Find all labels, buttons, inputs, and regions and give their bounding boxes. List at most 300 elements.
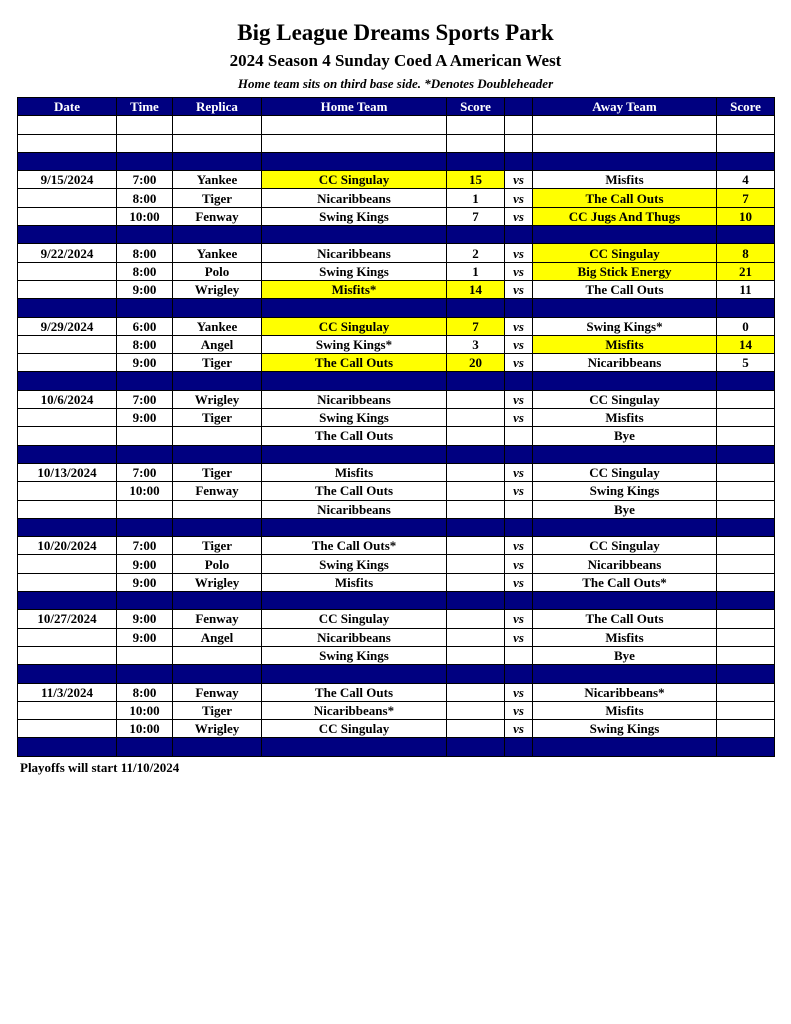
away-score-cell [717, 610, 775, 628]
away-team-cell: Nicaribbeans [533, 555, 717, 573]
home-team-cell: Swing Kings [262, 207, 447, 225]
away-team-cell: Swing Kings [533, 482, 717, 500]
week-separator-row [18, 738, 775, 756]
home-score-cell [447, 738, 505, 756]
away-score-cell [717, 409, 775, 427]
game-row [18, 463, 775, 481]
vs-cell [505, 427, 533, 445]
away-team-cell: Swing Kings [533, 720, 717, 738]
schedule-body [18, 116, 775, 756]
away-team-cell: The Call Outs [533, 189, 717, 207]
away-team-cell [533, 299, 717, 317]
vs-cell: vs [505, 409, 533, 427]
home-score-cell [447, 701, 505, 719]
home-score-cell [447, 445, 505, 463]
away-score-cell [717, 738, 775, 756]
vs-cell: vs [505, 573, 533, 591]
time-cell [117, 665, 173, 683]
time-cell: 7:00 [117, 171, 173, 189]
replica-cell: Fenway [173, 207, 262, 225]
away-score-cell [717, 390, 775, 408]
vs-cell: vs [505, 537, 533, 555]
time-cell [117, 646, 173, 664]
home-score-cell [447, 409, 505, 427]
date-cell: 9/29/2024 [18, 317, 117, 335]
game-row [18, 482, 775, 500]
game-row [18, 317, 775, 335]
replica-cell: Tiger [173, 354, 262, 372]
replica-cell [173, 646, 262, 664]
week-separator-row [18, 665, 775, 683]
time-cell: 7:00 [117, 390, 173, 408]
week-separator-row [18, 226, 775, 244]
vs-cell: vs [505, 610, 533, 628]
page-title: Big League Dreams Sports Park [237, 20, 554, 45]
home-score-cell: 1 [447, 189, 505, 207]
home-team-cell: Swing Kings [262, 646, 447, 664]
time-cell [117, 518, 173, 536]
replica-cell [173, 299, 262, 317]
home-team-cell: CC Singulay [262, 610, 447, 628]
game-row [18, 573, 775, 591]
time-cell: 9:00 [117, 610, 173, 628]
home-team-cell: Misfits [262, 463, 447, 481]
replica-cell: Polo [173, 555, 262, 573]
home-score-cell [447, 116, 505, 134]
replica-cell: Angel [173, 628, 262, 646]
date-cell [18, 280, 117, 298]
away-score-cell [717, 445, 775, 463]
col-header-home-team: Home Team [262, 98, 447, 116]
replica-cell: Yankee [173, 244, 262, 262]
date-cell [18, 427, 117, 445]
time-cell: 8:00 [117, 335, 173, 353]
home-team-cell [262, 152, 447, 170]
week-separator-row [18, 445, 775, 463]
away-score-cell: 4 [717, 171, 775, 189]
vs-cell [505, 665, 533, 683]
game-row [18, 207, 775, 225]
away-team-cell [533, 665, 717, 683]
home-score-cell [447, 482, 505, 500]
away-score-cell [717, 720, 775, 738]
home-score-cell: 15 [447, 171, 505, 189]
date-cell [18, 262, 117, 280]
away-team-cell [533, 518, 717, 536]
home-team-cell [262, 445, 447, 463]
date-cell: 9/22/2024 [18, 244, 117, 262]
date-cell [18, 555, 117, 573]
time-cell [117, 500, 173, 518]
vs-cell: vs [505, 683, 533, 701]
vs-cell [505, 226, 533, 244]
home-score-cell: 20 [447, 354, 505, 372]
time-cell: 7:00 [117, 537, 173, 555]
away-team-cell: CC Singulay [533, 463, 717, 481]
home-score-cell [447, 372, 505, 390]
replica-cell: Tiger [173, 409, 262, 427]
game-row [18, 390, 775, 408]
date-cell [18, 720, 117, 738]
vs-cell: vs [505, 262, 533, 280]
game-row [18, 555, 775, 573]
blank-row [18, 116, 775, 134]
away-team-cell [533, 592, 717, 610]
away-score-cell [717, 500, 775, 518]
home-score-cell [447, 134, 505, 152]
away-score-cell [717, 134, 775, 152]
game-row [18, 610, 775, 628]
home-team-cell [262, 134, 447, 152]
vs-cell: vs [505, 335, 533, 353]
header-row [18, 98, 775, 116]
game-row [18, 537, 775, 555]
vs-cell [505, 646, 533, 664]
vs-cell [505, 152, 533, 170]
date-cell [18, 482, 117, 500]
away-team-cell [533, 445, 717, 463]
home-team-cell [262, 226, 447, 244]
home-score-cell [447, 720, 505, 738]
vs-cell: vs [505, 390, 533, 408]
time-cell: 10:00 [117, 482, 173, 500]
week-separator-row [18, 299, 775, 317]
replica-cell: Wrigley [173, 720, 262, 738]
date-cell [18, 592, 117, 610]
date-cell [18, 738, 117, 756]
date-cell: 9/15/2024 [18, 171, 117, 189]
vs-cell: vs [505, 628, 533, 646]
vs-cell [505, 500, 533, 518]
game-row [18, 244, 775, 262]
home-team-cell: The Call Outs [262, 482, 447, 500]
away-team-cell: Nicaribbeans* [533, 683, 717, 701]
time-cell [117, 116, 173, 134]
replica-cell [173, 427, 262, 445]
away-score-cell: 5 [717, 354, 775, 372]
replica-cell: Yankee [173, 317, 262, 335]
away-score-cell [717, 116, 775, 134]
time-cell: 8:00 [117, 189, 173, 207]
away-team-cell: Bye [533, 646, 717, 664]
date-cell [18, 518, 117, 536]
game-row [18, 335, 775, 353]
replica-cell: Wrigley [173, 280, 262, 298]
away-team-cell: Misfits [533, 409, 717, 427]
home-team-cell [262, 116, 447, 134]
away-team-cell: Misfits [533, 171, 717, 189]
away-score-cell: 14 [717, 335, 775, 353]
time-cell [117, 226, 173, 244]
date-cell [18, 445, 117, 463]
time-cell [117, 152, 173, 170]
home-score-cell [447, 390, 505, 408]
away-team-cell: Bye [533, 500, 717, 518]
home-score-cell [447, 226, 505, 244]
date-cell [18, 372, 117, 390]
home-score-cell [447, 683, 505, 701]
away-team-cell: Swing Kings* [533, 317, 717, 335]
time-cell: 10:00 [117, 720, 173, 738]
col-header-away-score: Score [717, 98, 775, 116]
replica-cell: Tiger [173, 701, 262, 719]
away-score-cell [717, 646, 775, 664]
time-cell [117, 299, 173, 317]
game-row [18, 628, 775, 646]
home-team-cell: Nicaribbeans [262, 189, 447, 207]
date-cell [18, 134, 117, 152]
away-score-cell: 8 [717, 244, 775, 262]
home-score-cell [447, 665, 505, 683]
home-score-cell [447, 610, 505, 628]
home-team-cell: Nicaribbeans* [262, 701, 447, 719]
replica-cell [173, 134, 262, 152]
home-team-cell [262, 592, 447, 610]
away-team-cell [533, 116, 717, 134]
vs-cell: vs [505, 207, 533, 225]
home-team-cell: The Call Outs [262, 427, 447, 445]
vs-cell [505, 134, 533, 152]
time-cell [117, 445, 173, 463]
away-score-cell: 0 [717, 317, 775, 335]
home-score-cell [447, 555, 505, 573]
vs-cell: vs [505, 463, 533, 481]
replica-cell [173, 500, 262, 518]
away-team-cell: Misfits [533, 628, 717, 646]
blank-row [18, 134, 775, 152]
date-cell: 10/20/2024 [18, 537, 117, 555]
vs-cell [505, 518, 533, 536]
replica-cell [173, 372, 262, 390]
vs-cell [505, 116, 533, 134]
date-cell [18, 152, 117, 170]
away-team-cell: The Call Outs* [533, 573, 717, 591]
replica-cell: Wrigley [173, 573, 262, 591]
schedule-table [17, 97, 775, 757]
away-team-cell: The Call Outs [533, 280, 717, 298]
game-row [18, 189, 775, 207]
away-score-cell [717, 628, 775, 646]
replica-cell: Tiger [173, 537, 262, 555]
away-score-cell [717, 537, 775, 555]
page-subtitle: 2024 Season 4 Sunday Coed A American West [229, 51, 562, 70]
away-team-cell [533, 226, 717, 244]
away-score-cell [717, 573, 775, 591]
away-team-cell: CC Singulay [533, 537, 717, 555]
time-cell: 9:00 [117, 280, 173, 298]
col-header-date: Date [18, 98, 117, 116]
away-team-cell [533, 372, 717, 390]
home-score-cell: 3 [447, 335, 505, 353]
game-row [18, 171, 775, 189]
col-header-vs [505, 98, 533, 116]
home-score-cell: 7 [447, 317, 505, 335]
home-score-cell: 7 [447, 207, 505, 225]
time-cell: 9:00 [117, 409, 173, 427]
replica-cell [173, 518, 262, 536]
away-score-cell [717, 226, 775, 244]
date-cell [18, 299, 117, 317]
home-team-cell: Swing Kings [262, 262, 447, 280]
home-score-cell [447, 500, 505, 518]
home-score-cell [447, 573, 505, 591]
away-team-cell [533, 152, 717, 170]
away-score-cell [717, 665, 775, 683]
replica-cell: Angel [173, 335, 262, 353]
home-score-cell: 2 [447, 244, 505, 262]
replica-cell: Fenway [173, 610, 262, 628]
away-score-cell [717, 299, 775, 317]
away-score-cell [717, 482, 775, 500]
col-header-away-team: Away Team [533, 98, 717, 116]
home-score-cell [447, 646, 505, 664]
time-cell: 6:00 [117, 317, 173, 335]
away-team-cell: CC Singulay [533, 390, 717, 408]
home-team-cell: Nicaribbeans [262, 244, 447, 262]
game-row [18, 427, 775, 445]
game-row [18, 409, 775, 427]
home-team-cell: Nicaribbeans [262, 390, 447, 408]
home-score-cell [447, 592, 505, 610]
home-team-cell: CC Singulay [262, 317, 447, 335]
home-team-cell [262, 299, 447, 317]
away-score-cell [717, 518, 775, 536]
vs-cell: vs [505, 317, 533, 335]
header-note: Home team sits on third base side. *Denotes Doubleheader [237, 76, 554, 91]
time-cell: 9:00 [117, 573, 173, 591]
away-score-cell [717, 555, 775, 573]
home-score-cell [447, 518, 505, 536]
playoffs-note: Playoffs will start 11/10/2024 [20, 760, 180, 775]
away-score-cell [717, 683, 775, 701]
date-cell: 10/6/2024 [18, 390, 117, 408]
replica-cell [173, 116, 262, 134]
replica-cell: Polo [173, 262, 262, 280]
time-cell [117, 738, 173, 756]
home-team-cell: Nicaribbeans [262, 500, 447, 518]
replica-cell [173, 226, 262, 244]
replica-cell [173, 592, 262, 610]
date-cell [18, 189, 117, 207]
replica-cell: Fenway [173, 683, 262, 701]
col-header-replica: Replica [173, 98, 262, 116]
vs-cell: vs [505, 701, 533, 719]
home-score-cell: 14 [447, 280, 505, 298]
away-team-cell: The Call Outs [533, 610, 717, 628]
home-team-cell [262, 518, 447, 536]
home-team-cell: Swing Kings [262, 409, 447, 427]
col-header-home-score: Score [447, 98, 505, 116]
time-cell: 8:00 [117, 683, 173, 701]
week-separator-row [18, 372, 775, 390]
away-score-cell [717, 152, 775, 170]
time-cell: 9:00 [117, 555, 173, 573]
away-score-cell [717, 372, 775, 390]
game-row [18, 720, 775, 738]
time-cell [117, 592, 173, 610]
vs-cell [505, 372, 533, 390]
away-score-cell [717, 463, 775, 481]
vs-cell [505, 738, 533, 756]
time-cell: 8:00 [117, 262, 173, 280]
date-cell [18, 628, 117, 646]
time-cell [117, 427, 173, 445]
time-cell: 9:00 [117, 354, 173, 372]
date-cell [18, 665, 117, 683]
away-team-cell: Big Stick Energy [533, 262, 717, 280]
away-team-cell: Nicaribbeans [533, 354, 717, 372]
game-row [18, 262, 775, 280]
time-cell: 9:00 [117, 628, 173, 646]
replica-cell [173, 152, 262, 170]
home-score-cell [447, 152, 505, 170]
replica-cell: Fenway [173, 482, 262, 500]
date-cell [18, 226, 117, 244]
date-cell: 11/3/2024 [18, 683, 117, 701]
game-row [18, 354, 775, 372]
week-separator-row [18, 592, 775, 610]
replica-cell [173, 445, 262, 463]
home-score-cell [447, 427, 505, 445]
away-score-cell: 11 [717, 280, 775, 298]
time-cell [117, 372, 173, 390]
home-score-cell: 1 [447, 262, 505, 280]
home-team-cell [262, 665, 447, 683]
home-score-cell [447, 299, 505, 317]
vs-cell: vs [505, 354, 533, 372]
time-cell [117, 134, 173, 152]
home-team-cell [262, 372, 447, 390]
home-team-cell: Misfits* [262, 280, 447, 298]
time-cell: 7:00 [117, 463, 173, 481]
home-score-cell [447, 537, 505, 555]
date-cell [18, 116, 117, 134]
vs-cell: vs [505, 482, 533, 500]
vs-cell: vs [505, 555, 533, 573]
replica-cell [173, 665, 262, 683]
away-score-cell [717, 427, 775, 445]
replica-cell: Tiger [173, 463, 262, 481]
date-cell [18, 646, 117, 664]
away-team-cell: CC Jugs And Thugs [533, 207, 717, 225]
home-team-cell [262, 738, 447, 756]
date-cell [18, 335, 117, 353]
time-cell: 8:00 [117, 244, 173, 262]
home-team-cell: The Call Outs [262, 354, 447, 372]
vs-cell [505, 592, 533, 610]
away-score-cell: 21 [717, 262, 775, 280]
time-cell: 10:00 [117, 701, 173, 719]
away-score-cell: 7 [717, 189, 775, 207]
vs-cell: vs [505, 280, 533, 298]
date-cell [18, 500, 117, 518]
time-cell: 10:00 [117, 207, 173, 225]
replica-cell: Tiger [173, 189, 262, 207]
home-team-cell: The Call Outs [262, 683, 447, 701]
replica-cell [173, 738, 262, 756]
date-cell [18, 354, 117, 372]
away-score-cell [717, 701, 775, 719]
vs-cell: vs [505, 720, 533, 738]
game-row [18, 500, 775, 518]
game-row [18, 280, 775, 298]
away-team-cell: Bye [533, 427, 717, 445]
week-separator-row [18, 518, 775, 536]
away-score-cell [717, 592, 775, 610]
home-team-cell: CC Singulay [262, 171, 447, 189]
away-team-cell [533, 738, 717, 756]
date-cell [18, 573, 117, 591]
